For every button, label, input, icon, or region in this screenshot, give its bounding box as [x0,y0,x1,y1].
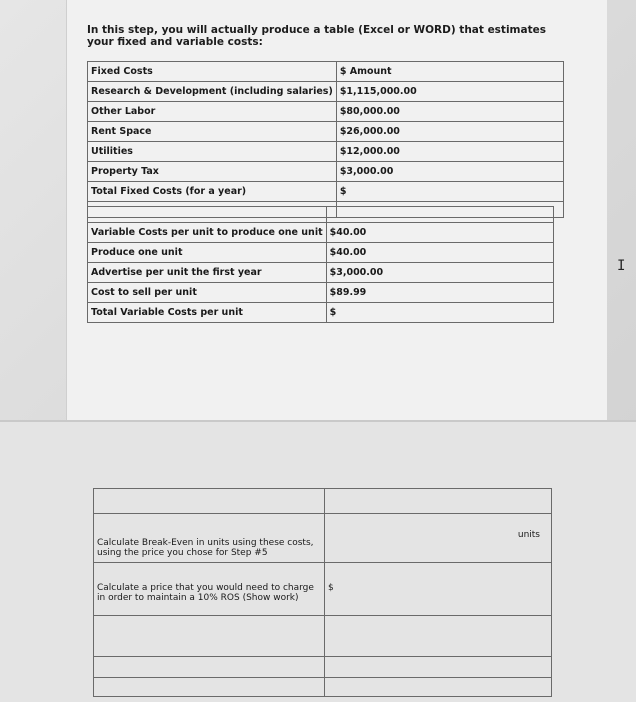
break-even-question-text: Calculate Break-Even in units using these costs, using the price you chose for Step #5 [97,538,314,558]
blank-row [94,489,552,514]
row-label: Total Variable Costs per unit [88,303,327,323]
table-row [88,182,564,202]
fixed-costs-table [87,61,564,218]
blank-cell[interactable] [94,616,325,657]
blank-row [94,678,552,697]
table-row [88,303,554,323]
blank-cell[interactable] [94,657,325,678]
row-amount[interactable]: $ [336,182,563,202]
price-question-text: Calculate a price that you would need to charge in order to maintain a 10% ROS (Show work) [97,583,314,603]
blank-row [94,616,552,657]
row-amount[interactable]: $12,000.00 [336,142,563,162]
row-amount[interactable]: $ [326,303,553,323]
row-amount[interactable]: $89.99 [326,283,553,303]
row-label: Produce one unit [88,243,327,263]
table-header-row [88,62,564,82]
row-amount[interactable]: $40.00 [326,223,553,243]
text-cursor-icon: I [617,258,626,274]
instructions-text: In this step, you will actually produce a table (Excel or WORD) that estimates your fixed and variable costs: [87,24,546,48]
row-amount[interactable]: $80,000.00 [336,102,563,122]
blank-cell[interactable] [326,207,553,223]
row-amount[interactable]: $26,000.00 [336,122,563,142]
calculation-table [93,488,552,697]
table-row [88,263,554,283]
blank-row [94,657,552,678]
blank-row [88,207,554,223]
row-label: Rent Space [88,122,337,142]
break-even-question [94,514,325,563]
table-row [88,122,564,142]
blank-cell[interactable] [94,678,325,697]
table-row [88,243,554,263]
table-row [88,102,564,122]
row-label: Property Tax [88,162,337,182]
price-answer[interactable] [325,563,552,616]
blank-cell[interactable] [325,657,552,678]
blank-cell[interactable] [94,489,325,514]
row-label: Cost to sell per unit [88,283,327,303]
table-row [88,82,564,102]
row-label: Total Fixed Costs (for a year) [88,182,337,202]
blank-cell[interactable] [325,616,552,657]
table-row [88,142,564,162]
variable-costs-table [87,206,554,323]
row-amount[interactable]: $1,115,000.00 [336,82,563,102]
table-row [88,223,554,243]
row-label: Research & Development (including salaries) [88,82,337,102]
dollar-label: $ [328,583,334,593]
blank-cell[interactable] [325,489,552,514]
row-label: Advertise per unit the first year [88,263,327,283]
price-row [94,563,552,616]
row-label: Other Labor [88,102,337,122]
blank-cell[interactable] [88,207,327,223]
break-even-answer[interactable] [325,514,552,563]
row-amount[interactable]: $3,000.00 [336,162,563,182]
blank-cell[interactable] [325,678,552,697]
table-row [88,162,564,182]
price-question [94,563,325,616]
units-label: units [517,530,540,540]
fixed-costs-header: Fixed Costs [88,62,337,82]
table-row [88,283,554,303]
break-even-row [94,514,552,563]
row-amount[interactable]: $3,000.00 [326,263,553,283]
row-label: Variable Costs per unit to produce one unit [88,223,327,243]
amount-header: $ Amount [336,62,563,82]
row-amount[interactable]: $40.00 [326,243,553,263]
row-label: Utilities [88,142,337,162]
